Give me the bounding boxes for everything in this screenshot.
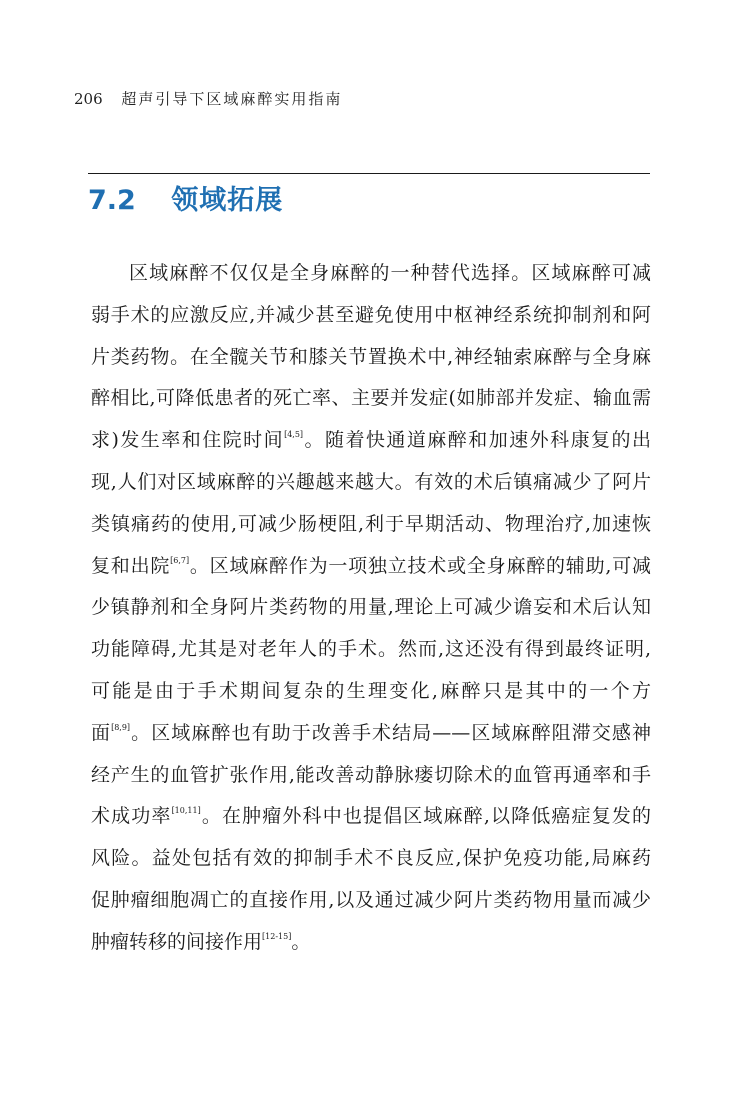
citation-marker: [10,11]	[171, 806, 201, 816]
text-line	[91, 504, 651, 546]
text-segment: 面	[91, 721, 112, 744]
text-line	[91, 713, 651, 755]
section-title: 领域拓展	[171, 185, 284, 216]
text-line	[91, 880, 651, 922]
text-line	[91, 462, 651, 504]
book-title: 超声引导下区域麻醉实用指南	[121, 90, 343, 108]
text-segment: 少镇静剂和全身阿片类药物的用量,理论上可减少谵妄和术后认知	[91, 596, 651, 619]
text-segment: 术成功率	[91, 805, 172, 828]
text-segment: 弱手术的应激反应,并减少甚至避免使用中枢神经系统抑制剂和阿	[91, 303, 651, 326]
page-number: 206	[74, 90, 103, 108]
body-paragraph	[91, 253, 651, 964]
section-heading	[88, 178, 283, 217]
text-line	[91, 671, 651, 713]
text-segment: 。在肿瘤外科中也提倡区域麻醉,以降低癌症复发的	[200, 805, 651, 828]
citation-marker: [6,7]	[170, 555, 190, 565]
running-header	[74, 88, 342, 109]
text-segment: 。区域麻醉也有助于改善手术结局——区域麻醉阻滞交感神	[130, 721, 651, 744]
text-segment: 风险。益处包括有效的抑制手术不良反应,保护免疫功能,局麻药	[91, 847, 651, 870]
text-line	[91, 629, 651, 671]
text-line	[91, 838, 651, 880]
text-segment: 类镇痛药的使用,可减少肠梗阻,利于早期活动、物理治疗,加速恢	[91, 512, 651, 535]
text-segment: 醉相比,可降低患者的死亡率、主要并发症(如肺部并发症、输血需	[91, 387, 651, 410]
text-line	[91, 337, 651, 379]
text-line	[91, 420, 651, 462]
text-segment: 区域麻醉不仅仅是全身麻醉的一种替代选择。区域麻醉可减	[129, 262, 651, 284]
text-segment: 功能障碍,尤其是对老年人的手术。然而,这还没有得到最终证明,	[91, 638, 651, 661]
text-segment: 复和出院	[91, 554, 171, 577]
text-segment: 。区域麻醉作为一项独立技术或全身麻醉的辅助,可减	[189, 554, 651, 577]
text-line	[91, 546, 651, 588]
citation-marker: [12-15]	[262, 931, 292, 941]
text-segment: 促肿瘤细胞凋亡的直接作用,以及通过减少阿片类药物用量而减少	[91, 888, 651, 911]
text-line	[91, 295, 651, 337]
text-line	[91, 587, 651, 629]
text-line	[91, 796, 651, 838]
citation-marker: [8,9]	[111, 722, 131, 732]
text-segment: 经产生的血管扩张作用,能改善动静脉瘘切除术的血管再通率和手	[91, 763, 651, 786]
text-line	[91, 253, 651, 295]
citation-marker: [4,5]	[284, 430, 304, 440]
text-line	[91, 922, 651, 964]
section-divider	[88, 173, 650, 174]
text-line	[91, 378, 651, 420]
text-segment: 可能是由于手术期间复杂的生理变化,麻醉只是其中的一个方	[91, 679, 651, 702]
text-segment: 求)发生率和住院时间	[91, 429, 285, 452]
text-segment: 现,人们对区域麻醉的兴趣越来越大。有效的术后镇痛减少了阿片	[91, 470, 651, 493]
text-segment: 。随着快通道麻醉和加速外科康复的出	[303, 429, 651, 452]
text-line	[91, 755, 651, 797]
section-number: 7.2	[88, 185, 136, 216]
text-segment: 肿瘤转移的间接作用	[91, 930, 263, 953]
text-segment: 片类药物。在全髋关节和膝关节置换术中,神经轴索麻醉与全身麻	[91, 345, 651, 368]
text-segment: 。	[291, 930, 311, 953]
